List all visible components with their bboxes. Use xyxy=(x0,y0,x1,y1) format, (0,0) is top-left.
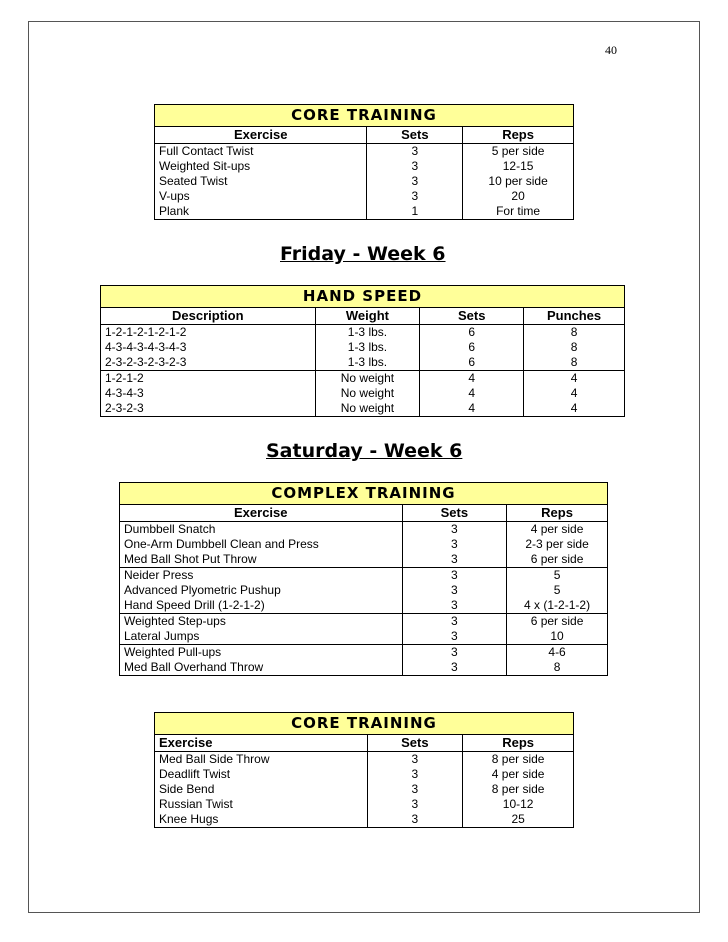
table-title: CORE TRAINING xyxy=(155,713,574,735)
cell: V-ups xyxy=(159,189,190,203)
cell: 8 xyxy=(524,355,625,371)
table-row xyxy=(120,552,608,568)
cell: Knee Hugs xyxy=(159,812,219,826)
cell: Med Ball Overhand Throw xyxy=(124,660,264,674)
cell: 4 xyxy=(420,401,524,417)
cell: Weighted Pull-ups xyxy=(120,645,403,661)
cell: 4 per side xyxy=(463,767,574,782)
table-row xyxy=(101,355,625,371)
cell: 10 per side xyxy=(463,174,574,189)
cell: 2-3 per side xyxy=(507,537,608,552)
cell: 2-3-2-3-2-3-2-3 xyxy=(105,355,187,369)
cell: Side Bend xyxy=(159,782,215,796)
cell: Dumbbell Snatch xyxy=(124,522,216,536)
table-row xyxy=(120,645,608,661)
column-header: Punches xyxy=(524,308,625,325)
cell: Full Contact Twist xyxy=(159,144,254,158)
table-row xyxy=(120,583,608,598)
column-header: Exercise xyxy=(155,127,367,144)
table-row xyxy=(155,752,574,768)
table-row xyxy=(120,629,608,645)
cell: 1-2-1-2 xyxy=(101,371,316,387)
cell: 25 xyxy=(463,812,574,828)
cell: 1-3 lbs. xyxy=(315,340,420,355)
hand-speed-table xyxy=(100,285,625,417)
cell: 4-3-4-3 xyxy=(105,386,144,400)
cell: 4 xyxy=(524,386,625,401)
cell: Weighted Step-ups xyxy=(120,614,403,630)
column-header: Exercise xyxy=(155,735,368,752)
cell: 10-12 xyxy=(463,797,574,812)
cell: 3 xyxy=(402,568,507,584)
cell: 12-15 xyxy=(463,159,574,174)
cell: 20 xyxy=(463,189,574,204)
cell: 3 xyxy=(367,782,463,797)
cell: Seated Twist xyxy=(159,174,228,188)
cell: Weighted Sit-ups xyxy=(159,159,251,173)
cell: 3 xyxy=(402,614,507,630)
column-header: Reps xyxy=(463,127,574,144)
cell: One-Arm Dumbbell Clean and Press xyxy=(124,537,319,551)
column-header: Sets xyxy=(367,127,463,144)
cell: 3 xyxy=(367,174,463,189)
table-row xyxy=(155,812,574,828)
cell: 4-3-4-3-4-3-4-3 xyxy=(105,340,187,354)
cell: 3 xyxy=(367,159,463,174)
table-row xyxy=(155,797,574,812)
cell: For time xyxy=(463,204,574,220)
cell: 3 xyxy=(402,598,507,614)
cell: 4 xyxy=(420,386,524,401)
table-row xyxy=(120,598,608,614)
cell: 3 xyxy=(402,583,507,598)
complex-training-table xyxy=(119,482,608,676)
table-row xyxy=(155,174,574,189)
table-title: COMPLEX TRAINING xyxy=(120,483,608,505)
cell: 3 xyxy=(367,144,463,160)
cell: Neider Press xyxy=(120,568,403,584)
cell: 8 per side xyxy=(463,752,574,768)
cell: 10 xyxy=(507,629,608,645)
cell: 5 per side xyxy=(463,144,574,160)
table-row xyxy=(155,159,574,174)
column-header: Weight xyxy=(315,308,420,325)
column-header: Sets xyxy=(402,505,507,522)
table-row xyxy=(101,340,625,355)
cell: 1-3 lbs. xyxy=(315,325,420,341)
cell: 3 xyxy=(367,752,463,768)
cell: 3 xyxy=(402,629,507,645)
cell: 4 per side xyxy=(507,522,608,538)
cell: 3 xyxy=(402,552,507,568)
table-row xyxy=(120,537,608,552)
table-row xyxy=(101,386,625,401)
cell: 8 xyxy=(524,340,625,355)
table-row xyxy=(155,189,574,204)
cell: 4 x (1-2-1-2) xyxy=(507,598,608,614)
cell: 1-3 lbs. xyxy=(315,355,420,371)
cell: 4 xyxy=(524,371,625,387)
cell: No weight xyxy=(315,371,420,387)
cell: 4 xyxy=(420,371,524,387)
cell: Med Ball Side Throw xyxy=(159,752,270,766)
cell: No weight xyxy=(315,401,420,417)
table-row xyxy=(155,782,574,797)
cell: Deadlift Twist xyxy=(159,767,231,781)
table-row xyxy=(101,371,625,387)
column-header: Exercise xyxy=(120,505,403,522)
core-training-table-1 xyxy=(154,104,574,220)
cell: 3 xyxy=(402,537,507,552)
table-row xyxy=(155,144,574,160)
cell: 8 xyxy=(507,660,608,676)
column-header: Sets xyxy=(420,308,524,325)
cell: 6 xyxy=(420,340,524,355)
cell: 3 xyxy=(367,767,463,782)
cell: 4 xyxy=(524,401,625,417)
cell: 6 xyxy=(420,325,524,341)
core-training-table-2 xyxy=(154,712,574,828)
cell: Med Ball Shot Put Throw xyxy=(124,552,257,566)
table-row xyxy=(120,660,608,676)
cell: 6 xyxy=(420,355,524,371)
page-number: 40 xyxy=(605,43,617,57)
column-header: Reps xyxy=(463,735,574,752)
cell: Plank xyxy=(159,204,190,218)
cell: 3 xyxy=(367,189,463,204)
table-row xyxy=(101,325,625,341)
cell: 2-3-2-3 xyxy=(105,401,144,415)
cell: Advanced Plyometric Pushup xyxy=(124,583,281,597)
cell: 8 per side xyxy=(463,782,574,797)
cell: 5 xyxy=(507,568,608,584)
cell: 3 xyxy=(402,660,507,676)
table-row xyxy=(120,568,608,584)
cell: 3 xyxy=(367,812,463,828)
saturday-heading: Saturday - Week 6 xyxy=(266,440,463,462)
cell: 3 xyxy=(367,797,463,812)
cell: Hand Speed Drill (1-2-1-2) xyxy=(124,598,265,612)
cell: 5 xyxy=(507,583,608,598)
column-header: Sets xyxy=(367,735,463,752)
table-title: CORE TRAINING xyxy=(155,105,574,127)
cell: Russian Twist xyxy=(159,797,233,811)
column-header: Description xyxy=(101,308,316,325)
cell: 3 xyxy=(402,522,507,538)
column-header: Reps xyxy=(507,505,608,522)
cell: 6 per side xyxy=(507,614,608,630)
cell: No weight xyxy=(315,386,420,401)
table-row xyxy=(155,767,574,782)
table-title: HAND SPEED xyxy=(101,286,625,308)
table-row xyxy=(120,522,608,538)
table-row xyxy=(101,401,625,417)
cell: 1 xyxy=(367,204,463,220)
cell: 8 xyxy=(524,325,625,341)
table-row xyxy=(155,204,574,220)
cell: Lateral Jumps xyxy=(124,629,200,643)
cell: 6 per side xyxy=(507,552,608,568)
friday-heading: Friday - Week 6 xyxy=(280,243,446,265)
table-row xyxy=(120,614,608,630)
cell: 1-2-1-2-1-2-1-2 xyxy=(105,325,187,339)
cell: 4-6 xyxy=(507,645,608,661)
cell: 3 xyxy=(402,645,507,661)
